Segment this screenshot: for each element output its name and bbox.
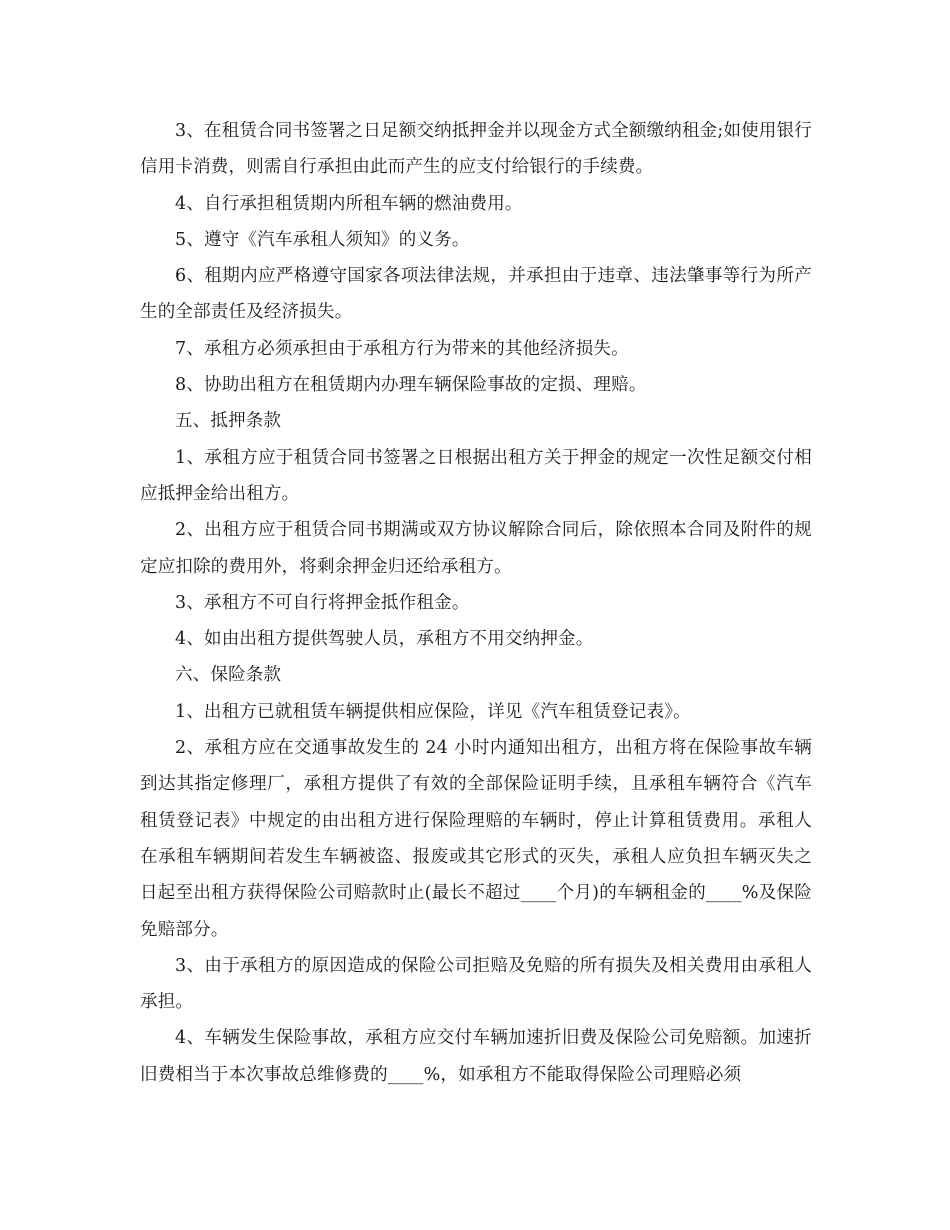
paragraph-clause-8-insurance-assist: 8、协助出租方在租赁期内办理车辆保险事故的定损、理赔。	[175, 375, 647, 396]
paragraph-clause-3-deposit-payment: 3、在租赁合同书签署之日足额交纳抵押金并以现金方式全额缴纳租金;如使用银行信用卡消费，则需自行承担由此而产生的应支付给银行的手续费。	[140, 121, 812, 178]
section-heading-deposit: 五、抵押条款	[175, 411, 282, 432]
paragraph-deposit-clause-3: 3、承租方不可自行将押金抵作租金。	[175, 592, 470, 613]
paragraph-deposit-clause-4: 4、如由出租方提供驾驶人员，承租方不用交纳押金。	[175, 629, 594, 650]
paragraph-insurance-clause-3: 3、由于承租方的原因造成的保险公司拒赔及免赔的所有损失及相关费用由承租人承担。	[140, 955, 812, 1013]
paragraph-deposit-clause-1: 1、承租方应于租赁合同书签署之日根据出租方关于押金的规定一次性足额交付相应抵押金给出租方。	[140, 447, 812, 504]
paragraph-clause-7-other-losses: 7、承租方必须承担由于承租方行为带来的其他经济损失。	[175, 338, 629, 359]
document-body	[140, 113, 812, 1093]
section-heading-insurance: 六、保险条款	[175, 665, 282, 686]
paragraph-deposit-clause-2: 2、出租方应于租赁合同书期满或双方协议解除合同后，除依照本合同及附件的规定应扣除的费用外，将剩余押金归还给承租方。	[140, 520, 812, 577]
paragraph-clause-6-laws: 6、租期内应严格遵守国家各项法律法规，并承担由于违章、违法肇事等行为所产生的全部责任及经济损失。	[140, 266, 812, 323]
paragraph-clause-5-lessee-notice: 5、遵守《汽车承租人须知》的义务。	[175, 229, 470, 250]
paragraph-insurance-clause-2: 2、承租方应在交通事故发生的 24 小时内通知出租方，出租方将在保险事故车辆到达其指定修理厂，承租方提供了有效的全部保险证明手续，且承租车辆符合《汽车租赁登记表》中规定的由出租方进行保险理赔的车辆时，停止计算租赁费用。承租人在承租车辆期间若发生车辆被盗、报废或其它形式的灭失，承租人应负担车辆灭失之日起至出租方获得保险公司赔款时止(最长不超过____个月)的车辆租金的____%及保险免赔部分。	[140, 738, 812, 940]
paragraph-insurance-clause-4: 4、车辆发生保险事故，承租方应交付车辆加速折旧费及保险公司免赔额。加速折旧费相当于本次事故总维修费的____%，如承租方不能取得保险公司理赔必须	[140, 1028, 812, 1085]
paragraph-insurance-clause-1: 1、出租方已就租赁车辆提供相应保险，详见《汽车租赁登记表》。	[175, 701, 691, 722]
paragraph-clause-4-fuel-cost: 4、自行承担租赁期内所租车辆的燃油费用。	[175, 193, 523, 214]
